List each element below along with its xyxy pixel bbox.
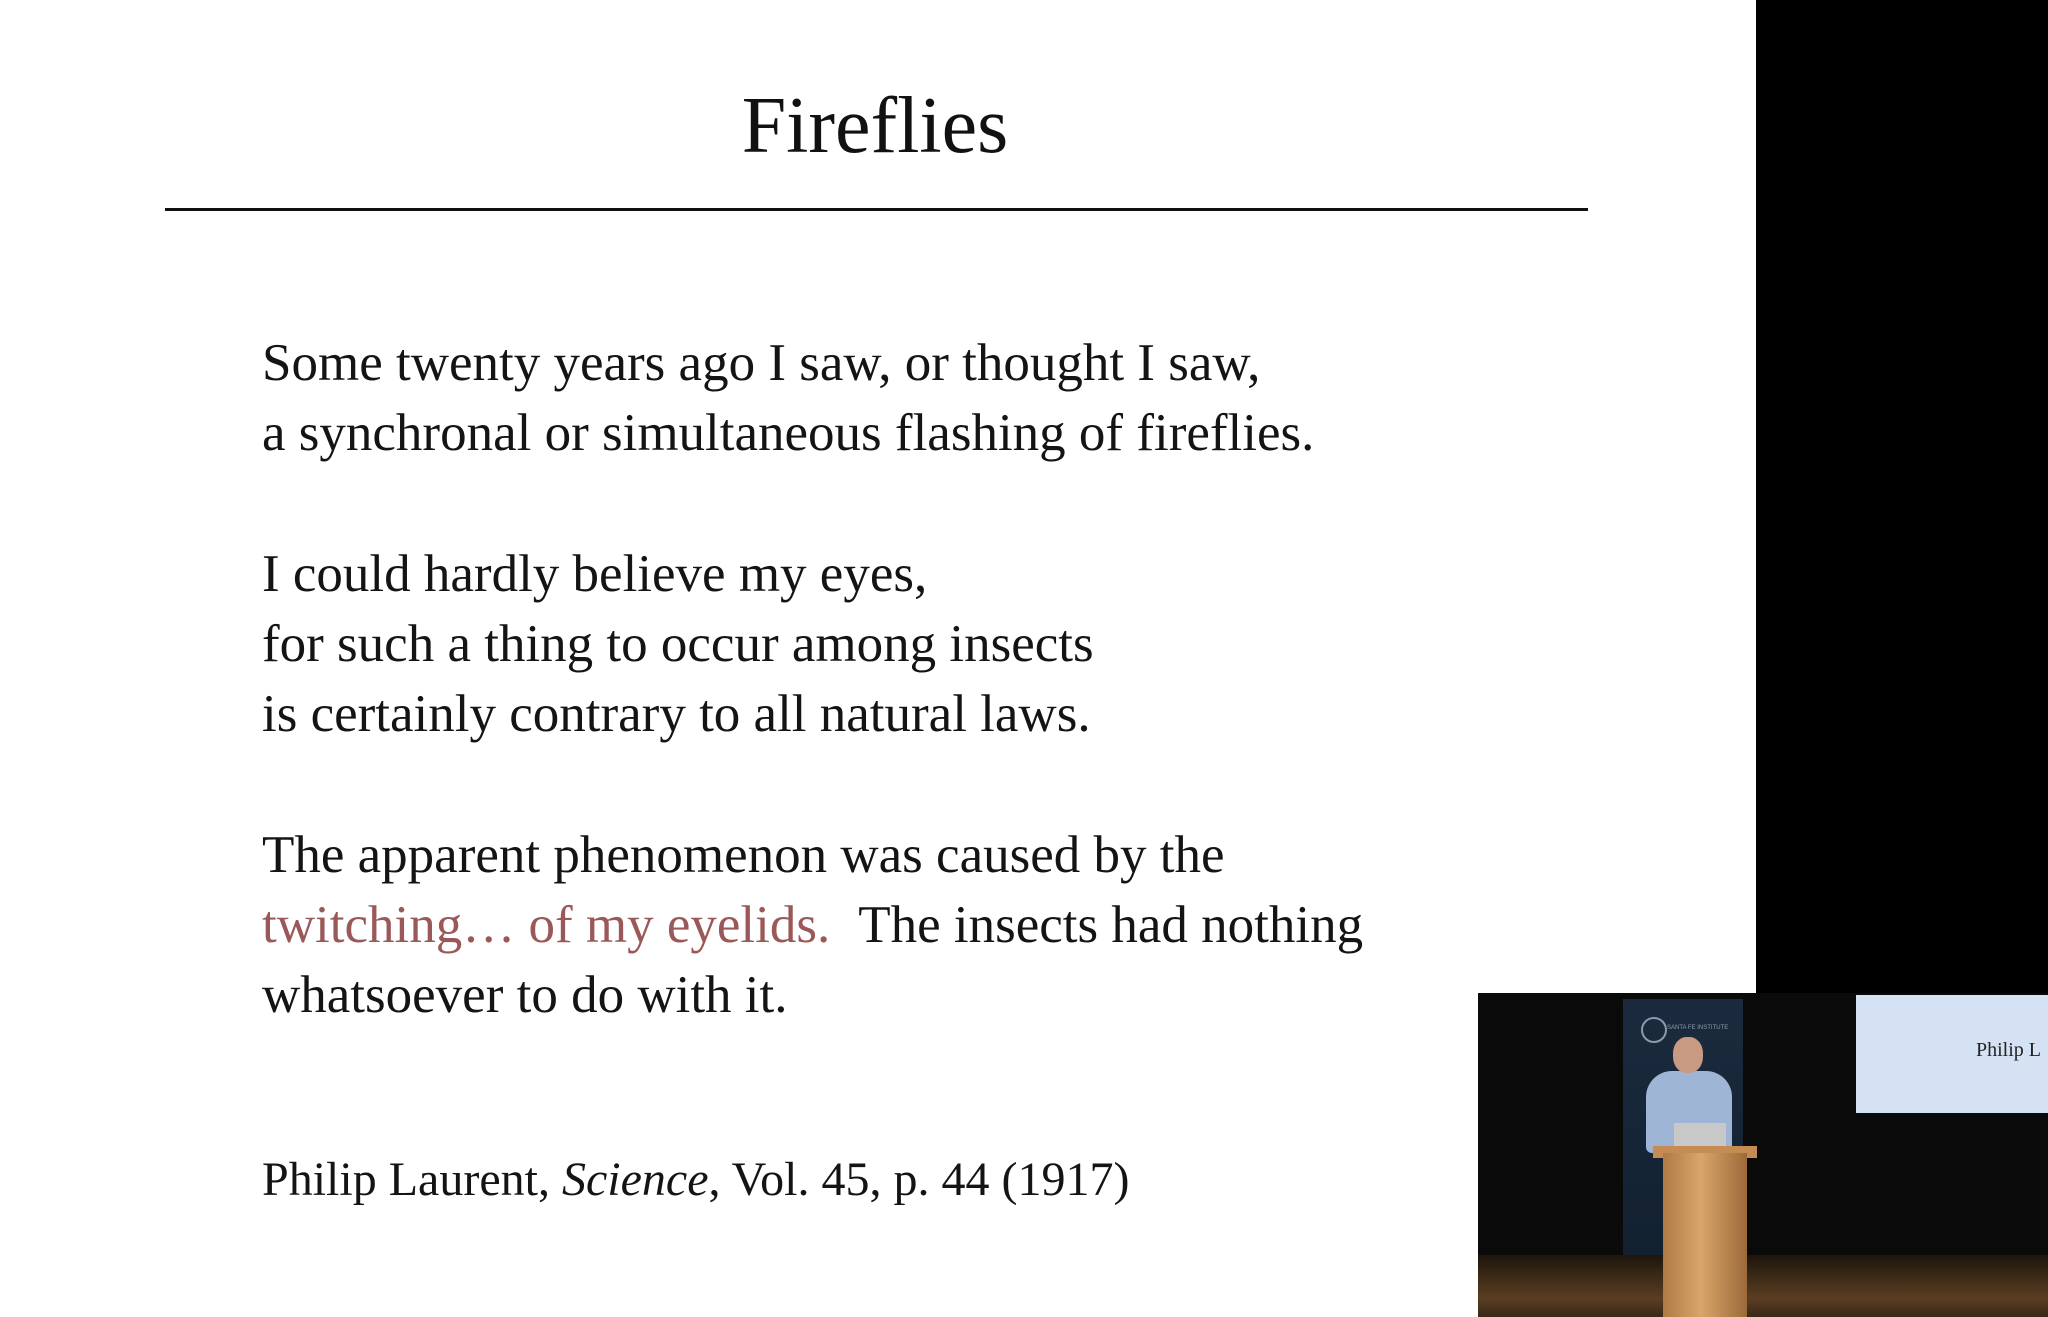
quote-line: I could hardly believe my eyes, (262, 545, 928, 603)
slide-title: Fireflies (741, 82, 1009, 170)
presenter-video (1478, 993, 2048, 1317)
stanza-3 (262, 820, 1363, 1030)
screen-text: Philip L (1976, 1039, 2042, 1061)
quote-line: whatsoever to do with it. (262, 966, 788, 1024)
stage-floor (1478, 1255, 2048, 1317)
projection-screen (1856, 995, 2048, 1113)
quote-line: Some twenty years ago I saw, or thought I saw, (262, 334, 1261, 392)
quote-line: for such a thing to occur among insects (262, 615, 1094, 673)
citation-details: , Vol. 45, p. 44 (1917) (708, 1153, 1130, 1206)
quote-line: is certainly contrary to all natural laws. (262, 685, 1091, 743)
banner-text: SANTA FE INSTITUTE (1667, 1025, 1729, 1031)
title-divider (165, 208, 1588, 211)
citation (262, 1152, 1129, 1207)
quote-line: The apparent phenomenon was caused by the (262, 826, 1225, 884)
quote-line-rest: The insects had nothing (858, 896, 1364, 954)
citation-author: Philip Laurent, (262, 1153, 562, 1206)
citation-journal: Science (561, 1153, 709, 1206)
stanza-2 (262, 539, 1363, 749)
speaker-head (1673, 1037, 1703, 1073)
podium (1663, 1153, 1747, 1317)
institute-logo-icon (1641, 1017, 1667, 1043)
quote-body (262, 328, 1363, 1101)
stanza-1 (262, 328, 1363, 468)
quote-line: a synchronal or simultaneous flashing of fireflies. (262, 404, 1315, 462)
highlighted-phrase: twitching… of my eyelids. (262, 896, 831, 954)
quote-line-with-highlight (262, 890, 1363, 960)
